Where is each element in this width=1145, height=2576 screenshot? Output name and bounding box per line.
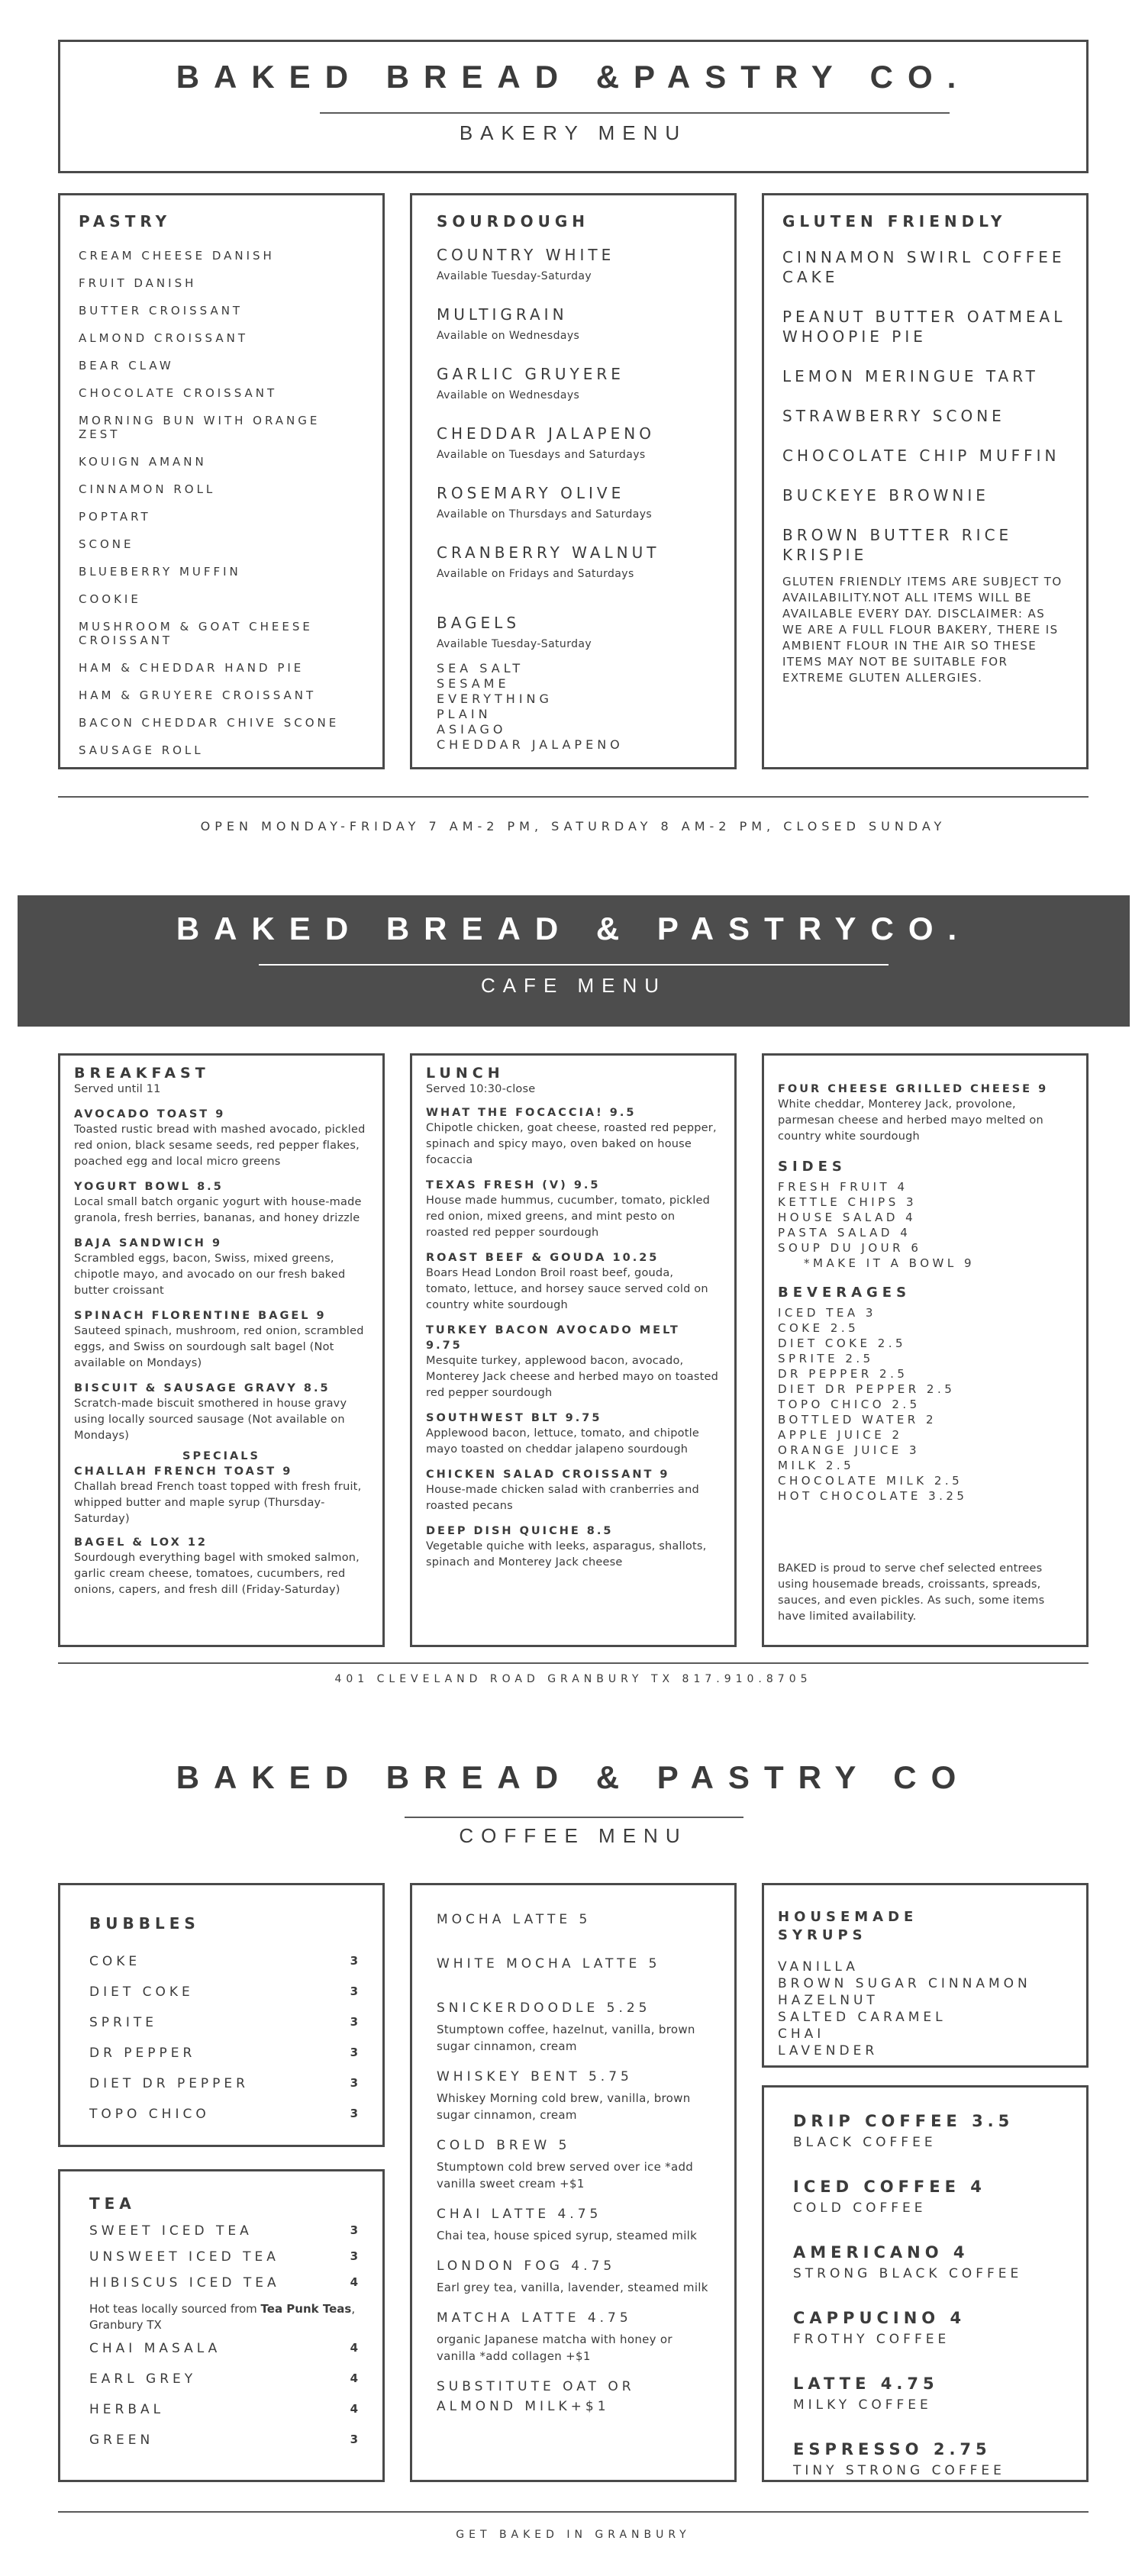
- sourdough-title: SOURDOUGH: [437, 212, 590, 231]
- dish-desc: Vegetable quiche with leeks, asparagus, shallots, spinach and Monterey Jack cheese: [426, 1540, 707, 1568]
- tea-box: [58, 2169, 385, 2482]
- breakfast-served: Served until 11: [74, 1083, 161, 1095]
- coffee-middle-box: [410, 1883, 737, 2482]
- menu-row: [89, 2249, 358, 2265]
- gluten-list: [782, 247, 1068, 565]
- coffee-name: AMERICANO 4: [793, 2243, 969, 2262]
- gluten-item: BROWN BUTTER RICE KRISPIE: [782, 526, 1013, 564]
- dish-name: SPINACH FLORENTINE BAGEL 9: [74, 1310, 327, 1322]
- dish-name: CHALLAH FRENCH TOAST 9: [74, 1465, 293, 1478]
- dish-desc: Scrambled eggs, bacon, Swiss, mixed greens, chipotle mayo, and avocado on our fresh baked butter croissant: [74, 1253, 346, 1297]
- lunch-served: Served 10:30-close: [426, 1083, 536, 1095]
- pastry-item: SCONE: [79, 537, 134, 551]
- sourdough-note: Available on Fridays and Saturdays: [437, 568, 634, 580]
- side-item: KETTLE CHIPS 3: [778, 1195, 918, 1209]
- dish-desc: Scratch-made biscuit smothered in house gravy using locally sourced sausage (Not available on Mondays): [74, 1398, 347, 1442]
- gluten-item: LEMON MERINGUE TART: [782, 367, 1039, 385]
- coffee-desc: FROTHY COFFEE: [793, 2332, 950, 2347]
- dish-name: CHICKEN SALAD CROISSANT 9: [426, 1469, 670, 1481]
- cafe-title-divider: [259, 964, 889, 966]
- side-item: PASTA SALAD 4: [778, 1226, 911, 1240]
- sourdough-note: Available Tuesday-Saturday: [437, 270, 592, 282]
- item-price: 3: [350, 1954, 358, 1968]
- gluten-item: BUCKEYE BROWNIE: [782, 486, 989, 505]
- bubbles-list: [89, 1954, 358, 2122]
- item-name: HERBAL: [89, 2402, 165, 2417]
- coffee-desc: COLD COFFEE: [793, 2200, 927, 2216]
- dish-name: AVOCADO TOAST 9: [74, 1108, 226, 1120]
- cafe-right-box: [762, 1053, 1089, 1647]
- hours-top-rule: [58, 796, 1089, 798]
- dish-name: SOUTHWEST BLT 9.75: [426, 1412, 602, 1424]
- coffee-drinks-box: [762, 2085, 1089, 2482]
- dish-name: TURKEY BACON AVOCADO MELT 9.75: [426, 1324, 680, 1352]
- cafe-subtitle: CAFE MENU: [480, 974, 667, 997]
- coffee-drink-desc: Stumptown cold brew served over ice *add vanilla sweet cream +$1: [437, 2160, 694, 2191]
- coffee-drink-name: MOCHA LATTE 5: [437, 1912, 592, 1927]
- dish-desc: Sourdough everything bagel with smoked salmon, garlic cream cheese, tomatoes, cucumbers, red onions, capers, and fresh dill (Friday-Saturday): [74, 1552, 360, 1596]
- beverage-item: SPRITE 2.5: [778, 1352, 874, 1365]
- pastry-item: CHOCOLATE CROISSANT: [79, 386, 278, 400]
- item-price: 3: [350, 2015, 358, 2029]
- tea-note-post: , Granbury TX: [89, 2302, 356, 2332]
- tea-note: [89, 2301, 358, 2333]
- lunch-title: LUNCH: [426, 1065, 505, 1082]
- coffee-desc: BLACK COFFEE: [793, 2135, 937, 2150]
- beverage-item: CHOCOLATE MILK 2.5: [778, 1474, 963, 1488]
- pastry-item: COOKIE: [79, 592, 141, 606]
- gluten-item: CHOCOLATE CHIP MUFFIN: [782, 447, 1060, 465]
- pastry-title: PASTRY: [79, 212, 172, 231]
- sourdough-note: Available on Wednesdays: [437, 330, 580, 342]
- lunch-box: [410, 1053, 737, 1647]
- coffee-drink-name: WHISKEY BENT 5.75: [437, 2069, 633, 2084]
- dish-desc: House made hummus, cucumber, tomato, pickled red onion, mixed greens, and mint pesto on roasted red pepper sourdough: [426, 1195, 711, 1239]
- item-name: DIET DR PEPPER: [89, 2076, 249, 2091]
- pastry-item: BLUEBERRY MUFFIN: [79, 565, 241, 579]
- item-name: DR PEPPER: [89, 2046, 196, 2061]
- coffee-drink-name: SNICKERDOODLE 5.25: [437, 2001, 651, 2016]
- coffee-title-divider: [405, 1817, 743, 1818]
- dish-name: ROAST BEEF & GOUDA 10.25: [426, 1252, 660, 1264]
- dish-desc: Sauteed spinach, mushroom, red onion, scrambled eggs, and Swiss on sourdough salt bagel (Not available on Mondays): [74, 1325, 364, 1369]
- cafe-banner: [18, 895, 1130, 1027]
- beverage-item: COKE 2.5: [778, 1321, 860, 1335]
- item-price: 4: [350, 2341, 358, 2355]
- coffee-drink-name: SUBSTITUTE OAT OR ALMOND MILK+$1: [437, 2379, 635, 2414]
- menu-row: [89, 2341, 358, 2356]
- side-item: FRESH FRUIT 4: [778, 1180, 908, 1194]
- beverages-list: [778, 1305, 1072, 1504]
- dish-name: WHAT THE FOCACCIA! 9.5: [426, 1107, 637, 1119]
- specials-list: [74, 1464, 369, 1598]
- dish-name: BAJA SANDWICH 9: [74, 1237, 223, 1249]
- bagels-title: BAGELS: [437, 614, 521, 632]
- coffee-name: LATTE 4.75: [793, 2374, 939, 2393]
- menu-row: [89, 2402, 358, 2417]
- item-price: 4: [350, 2371, 358, 2385]
- beverage-item: TOPO CHICO 2.5: [778, 1398, 921, 1411]
- item-name: CHAI MASALA: [89, 2341, 221, 2356]
- tea-note-brand: Tea Punk Teas: [260, 2302, 352, 2316]
- pastry-item: KOUIGN AMANN: [79, 455, 207, 469]
- dish-desc: Applewood bacon, lettuce, tomato, and chipotle mayo toasted on cheddar jalapeno sourdough: [426, 1427, 699, 1456]
- coffee-drink-desc: Earl grey tea, vanilla, lavender, steamed milk: [437, 2281, 708, 2294]
- item-price: 3: [350, 2249, 358, 2263]
- beverage-item: ICED TEA 3: [778, 1306, 876, 1320]
- dish-desc: Boars Head London Broil roast beef, gouda, tomato, lettuce, and horsey sauce served cold on country white sourdough: [426, 1267, 708, 1311]
- coffee-middle-list: [437, 1910, 711, 2416]
- side-item: SOUP DU JOUR 6: [778, 1241, 922, 1255]
- item-name: SWEET ICED TEA: [89, 2223, 253, 2239]
- coffee-name: ESPRESSO 2.75: [793, 2440, 992, 2458]
- address-text: 401 CLEVELAND ROAD GRANBURY TX 817.910.8705: [334, 1673, 812, 1685]
- pastry-item: BACON CHEDDAR CHIVE SCONE: [79, 716, 340, 730]
- gluten-item: CINNAMON SWIRL COFFEE CAKE: [782, 248, 1066, 286]
- coffee-name: DRIP COFFEE 3.5: [793, 2112, 1014, 2130]
- sourdough-name: CHEDDAR JALAPENO: [437, 424, 655, 443]
- menu-row: [89, 2371, 358, 2387]
- item-name: GREEN: [89, 2433, 154, 2448]
- bubbles-box: [58, 1883, 385, 2147]
- item-name: DIET COKE: [89, 1984, 194, 2000]
- dish-desc: Local small batch organic yogurt with house-made granola, fresh berries, bananas, and honey drizzle: [74, 1196, 362, 1224]
- lunch-list: [426, 1105, 721, 1571]
- sourdough-note: Available on Thursdays and Saturdays: [437, 508, 653, 521]
- drinks-list: [793, 2112, 1068, 2478]
- coffee-drink-desc: organic Japanese matcha with honey or vanilla *add collagen +$1: [437, 2333, 672, 2363]
- gluten-item: PEANUT BUTTER OATMEAL WHOOPIE PIE: [782, 308, 1066, 346]
- coffee-drink-name: CHAI LATTE 4.75: [437, 2207, 602, 2222]
- side-item: *MAKE IT A BOWL 9: [804, 1256, 976, 1270]
- pastry-item: POPTART: [79, 510, 151, 524]
- sourdough-list: [437, 246, 710, 580]
- item-price: 3: [350, 2433, 358, 2446]
- item-price: 4: [350, 2275, 358, 2289]
- pastry-item: ALMOND CROISSANT: [79, 331, 248, 345]
- tea-list: [89, 2223, 358, 2291]
- bakery-header-box: [58, 40, 1089, 173]
- menu-row: [89, 1954, 358, 1969]
- bakery-title-divider: [320, 112, 950, 114]
- hot-tea-list: [89, 2341, 358, 2448]
- pastry-box: [58, 193, 385, 769]
- dish-name: BISCUIT & SAUSAGE GRAVY 8.5: [74, 1382, 331, 1394]
- beverage-item: DR PEPPER 2.5: [778, 1367, 908, 1381]
- bubbles-title: BUBBLES: [89, 1914, 200, 1933]
- breakfast-list: [74, 1107, 369, 1444]
- item-price: 3: [350, 2223, 358, 2237]
- dish-name: BAGEL & LOX 12: [74, 1536, 208, 1549]
- item-price: 3: [350, 1984, 358, 1998]
- syrup-item: VANILLA: [778, 1959, 859, 1975]
- bakery-title: BAKED BREAD &PASTRY CO.: [176, 59, 971, 95]
- coffee-name: CAPPUCINO 4: [793, 2309, 966, 2327]
- beverage-item: MILK 2.5: [778, 1459, 855, 1472]
- beverage-item: DIET DR PEPPER 2.5: [778, 1382, 956, 1396]
- syrup-item: BROWN SUGAR CINNAMON: [778, 1976, 1031, 1991]
- beverage-item: APPLE JUICE 2: [778, 1428, 903, 1442]
- pastry-item: CINNAMON ROLL: [79, 482, 216, 496]
- hours-text: OPEN MONDAY-FRIDAY 7 AM-2 PM, SATURDAY 8 AM-2 PM, CLOSED SUNDAY: [200, 819, 947, 833]
- dish-name: YOGURT BOWL 8.5: [74, 1181, 224, 1193]
- coffee-desc: TINY STRONG COFFEE: [793, 2463, 1005, 2478]
- footer-text: GET BAKED IN GRANBURY: [456, 2529, 691, 2541]
- item-name: UNSWEET ICED TEA: [89, 2249, 279, 2265]
- item-price: 3: [350, 2107, 358, 2120]
- beverage-item: ORANGE JUICE 3: [778, 1443, 921, 1457]
- beverage-item: HOT CHOCOLATE 3.25: [778, 1489, 968, 1503]
- coffee-drink-name: MATCHA LATTE 4.75: [437, 2310, 632, 2326]
- syrup-item: SALTED CARAMEL: [778, 2010, 947, 2025]
- bagel-item: SESAME: [437, 676, 510, 691]
- breakfast-title: BREAKFAST: [74, 1065, 210, 1082]
- pastry-item: SAUSAGE ROLL: [79, 743, 204, 757]
- side-item: HOUSE SALAD 4: [778, 1211, 917, 1224]
- bagels-section: [437, 614, 719, 753]
- menu-row: [89, 2107, 358, 2122]
- syrup-item: CHAI: [778, 2026, 825, 2042]
- menu-row: [89, 2046, 358, 2061]
- syrup-item: LAVENDER: [778, 2043, 879, 2059]
- coffee-desc: MILKY COFFEE: [793, 2397, 932, 2413]
- coffee-subtitle: COFFEE MENU: [459, 1824, 688, 1847]
- dish-desc: Mesquite turkey, applewood bacon, avocado, Monterey Jack cheese and herbed mayo on toasted red pepper sourdough: [426, 1355, 719, 1399]
- menu-row: [89, 2223, 358, 2239]
- dish-name: DEEP DISH QUICHE 8.5: [426, 1525, 614, 1537]
- gluten-box: [762, 193, 1089, 769]
- cafe-note: BAKED is proud to serve chef selected entrees using housemade breads, croissants, spreads, sauces, and even pickles. As such, some items have limited availability.: [778, 1562, 1045, 1623]
- pastry-item: MUSHROOM & GOAT CHEESE CROISSANT: [79, 620, 313, 647]
- bagel-item: PLAIN: [437, 707, 492, 721]
- bagel-item: SEA SALT: [437, 661, 524, 675]
- pastry-item: HAM & CHEDDAR HAND PIE: [79, 661, 305, 675]
- pastry-item: BEAR CLAW: [79, 359, 174, 372]
- item-price: 3: [350, 2076, 358, 2090]
- item-name: COKE: [89, 1954, 141, 1969]
- sides-title: SIDES: [778, 1159, 847, 1175]
- syrups-box: [762, 1883, 1089, 2068]
- tea-note-pre: Hot teas locally sourced from: [89, 2302, 261, 2316]
- pastry-item: FRUIT DANISH: [79, 276, 197, 290]
- bagel-item: CHEDDAR JALAPENO: [437, 737, 624, 752]
- coffee-drink-name: COLD BREW 5: [437, 2138, 571, 2153]
- cafe-title: BAKED BREAD & PASTRYCO.: [176, 911, 972, 946]
- specials-label: SPECIALS: [182, 1450, 260, 1462]
- bagel-list: [437, 661, 719, 753]
- beverage-item: BOTTLED WATER 2: [778, 1413, 937, 1427]
- bagels-note: Available Tuesday-Saturday: [437, 638, 592, 650]
- tea-title: TEA: [89, 2194, 136, 2213]
- dish-name: TEXAS FRESH (V) 9.5: [426, 1179, 601, 1191]
- pastry-item: CREAM CHEESE DANISH: [79, 249, 275, 263]
- dish-desc: Toasted rustic bread with mashed avocado, pickled red onion, black sesame seeds, red pepper flakes, poached egg and local micro greens: [74, 1124, 366, 1168]
- sourdough-name: MULTIGRAIN: [437, 305, 568, 324]
- dish-desc: Chipotle chicken, goat cheese, roasted red pepper, spinach and spicy mayo, oven baked on house focaccia: [426, 1122, 717, 1166]
- item-name: EARL GREY: [89, 2371, 197, 2387]
- syrups-title: HOUSEMADE SYRUPS: [778, 1909, 918, 1943]
- coffee-desc: STRONG BLACK COFFEE: [793, 2266, 1023, 2281]
- grilled-cheese-name: FOUR CHEESE GRILLED CHEESE 9: [778, 1083, 1049, 1095]
- sourdough-note: Available on Tuesdays and Saturdays: [437, 449, 646, 461]
- item-name: SPRITE: [89, 2015, 157, 2030]
- address-rule: [58, 1662, 1089, 1664]
- pastry-item: BUTTER CROISSANT: [79, 304, 244, 318]
- sides-list: [778, 1179, 1072, 1271]
- dish-desc: House-made chicken salad with cranberries and roasted pecans: [426, 1484, 699, 1512]
- gluten-item: STRAWBERRY SCONE: [782, 407, 1005, 425]
- item-name: TOPO CHICO: [89, 2107, 210, 2122]
- breakfast-box: [58, 1053, 385, 1647]
- menu-row: [89, 2015, 358, 2030]
- bakery-subtitle: BAKERY MENU: [459, 121, 688, 144]
- menu-row: [89, 2433, 358, 2448]
- syrup-item: HAZELNUT: [778, 1993, 879, 2008]
- menu-row: [89, 1984, 358, 2000]
- pastry-item: HAM & GRUYERE CROISSANT: [79, 688, 317, 702]
- beverage-item: DIET COKE 2.5: [778, 1336, 907, 1350]
- menu-row: [89, 2076, 358, 2091]
- sourdough-name: ROSEMARY OLIVE: [437, 484, 625, 502]
- grilled-cheese-desc: White cheddar, Monterey Jack, provolone, parmesan cheese and herbed mayo melted on country white sourdough: [778, 1098, 1043, 1143]
- item-price: 3: [350, 2046, 358, 2059]
- item-price: 4: [350, 2402, 358, 2416]
- coffee-drink-desc: Whiskey Morning cold brew, vanilla, brown sugar cinnamon, cream: [437, 2091, 691, 2122]
- pastry-item: MORNING BUN WITH ORANGE ZEST: [79, 414, 321, 441]
- pastry-list: [79, 249, 364, 757]
- footer-rule: [58, 2511, 1089, 2513]
- dish-desc: Challah bread French toast topped with fresh fruit, whipped butter and maple syrup (Thursday-Saturday): [74, 1481, 362, 1525]
- coffee-name: ICED COFFEE 4: [793, 2178, 986, 2196]
- coffee-title: BAKED BREAD & PASTRY CO: [176, 1759, 971, 1795]
- item-name: HIBISCUS ICED TEA: [89, 2275, 280, 2291]
- sourdough-name: COUNTRY WHITE: [437, 246, 615, 264]
- coffee-drink-desc: Stumptown coffee, hazelnut, vanilla, brown sugar cinnamon, cream: [437, 2023, 695, 2053]
- sourdough-note: Available on Wednesdays: [437, 389, 580, 401]
- sourdough-name: CRANBERRY WALNUT: [437, 543, 660, 562]
- sourdough-name: GARLIC GRUYERE: [437, 365, 624, 383]
- menu-row: [89, 2275, 358, 2291]
- gluten-disclaimer: GLUTEN FRIENDLY ITEMS ARE SUBJECT TO AVAILABILITY.NOT ALL ITEMS WILL BE AVAILABLE EVERY DAY. DISCLAIMER: AS WE ARE A FULL FLOUR BAKERY, THERE IS AMBIENT FLOUR IN THE AIR SO THESE ITEMS MAY NOT BE SUITABLE FOR EXTREME GLUTEN ALLERGIES.: [782, 575, 1063, 685]
- coffee-drink-name: WHITE MOCHA LATTE 5: [437, 1956, 661, 1971]
- gluten-title: GLUTEN FRIENDLY: [782, 212, 1007, 231]
- coffee-drink-name: LONDON FOG 4.75: [437, 2258, 616, 2274]
- coffee-drink-desc: Chai tea, house spiced syrup, steamed milk: [437, 2229, 698, 2242]
- sourdough-box: [410, 193, 737, 769]
- bagel-item: EVERYTHING: [437, 692, 553, 706]
- syrups-list: [778, 1959, 1068, 2059]
- bagel-item: ASIAGO: [437, 722, 507, 737]
- beverages-title: BEVERAGES: [778, 1285, 911, 1301]
